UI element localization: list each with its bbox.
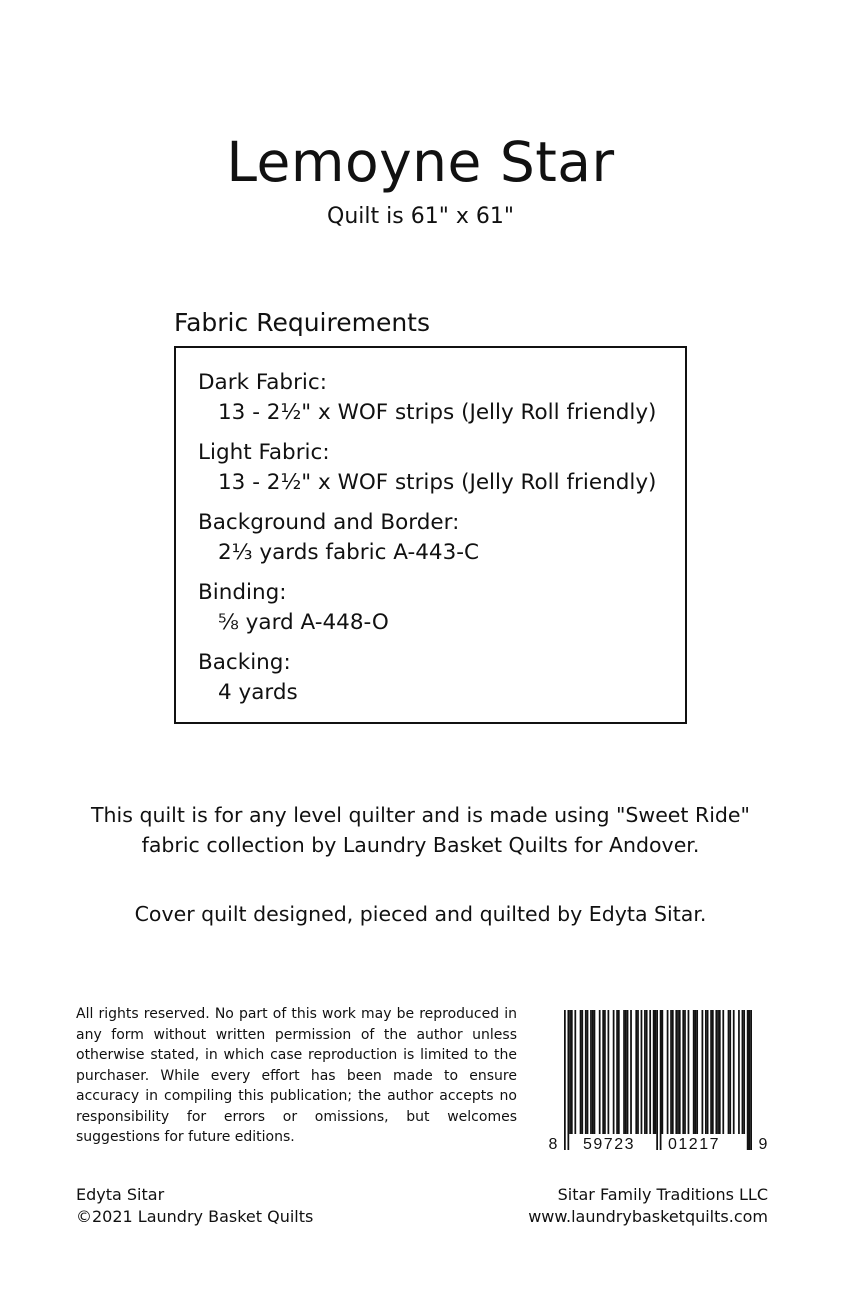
barcode-bar xyxy=(750,1010,752,1150)
barcode-bar xyxy=(672,1010,674,1134)
requirement-binding xyxy=(198,578,685,638)
barcode-bar xyxy=(580,1010,582,1134)
requirement-label: Background and Border: xyxy=(198,510,460,535)
barcode-bar xyxy=(661,1010,663,1134)
barcode-bar xyxy=(702,1010,704,1134)
fabric-requirements-heading: Fabric Requirements xyxy=(174,308,430,337)
barcode-bar xyxy=(627,1010,629,1134)
barcode-bar xyxy=(749,1010,751,1150)
barcode-bar xyxy=(670,1010,672,1134)
barcode-bar xyxy=(742,1010,744,1134)
requirement-label: Binding: xyxy=(198,580,287,605)
barcode-bar xyxy=(649,1010,651,1134)
barcode-bar xyxy=(656,1010,658,1150)
barcode-bar xyxy=(567,1010,569,1150)
barcode-bar xyxy=(682,1010,684,1134)
barcode-bar xyxy=(590,1010,592,1134)
website-link[interactable]: www.laundrybasketquilts.com xyxy=(528,1207,768,1226)
barcode-bar xyxy=(571,1010,573,1134)
barcode-bar xyxy=(693,1010,695,1134)
barcode-last-digit: 9 xyxy=(758,1136,768,1153)
description-line: fabric collection by Laundry Basket Quilts for Andover. xyxy=(141,833,700,857)
barcode-graphic xyxy=(548,1010,770,1156)
requirement-detail: ⅝ yard A-448-O xyxy=(218,610,389,635)
company-name: Sitar Family Traditions LLC xyxy=(557,1185,768,1204)
barcode-bar xyxy=(613,1010,615,1134)
barcode-bar xyxy=(675,1010,677,1134)
barcode-bar xyxy=(608,1010,610,1134)
requirement-detail: 4 yards xyxy=(218,680,298,705)
footer-right xyxy=(528,1184,768,1228)
barcode-bar xyxy=(733,1010,735,1134)
barcode-bar xyxy=(585,1010,587,1134)
barcode-bar xyxy=(722,1010,724,1134)
barcode-bar xyxy=(625,1010,627,1134)
barcode-bar xyxy=(719,1010,721,1134)
barcode-bar xyxy=(604,1010,606,1134)
barcode-bar xyxy=(667,1010,669,1134)
requirement-light-fabric xyxy=(198,438,685,498)
designer-credit: Cover quilt designed, pieced and quilted by Edyta Sitar. xyxy=(134,902,707,926)
requirement-detail: 13 - 2½" x WOF strips (Jelly Roll friendly) xyxy=(218,400,657,425)
barcode-bar xyxy=(738,1010,740,1134)
fabric-requirements-box xyxy=(174,346,687,724)
requirement-detail: 13 - 2½" x WOF strips (Jelly Roll friendly) xyxy=(218,470,657,495)
barcode-first-digit: 8 xyxy=(548,1136,558,1153)
barcode-bar xyxy=(695,1010,697,1134)
barcode-bar xyxy=(677,1010,679,1134)
barcode-bar xyxy=(655,1010,657,1134)
barcode-bar xyxy=(569,1010,571,1134)
description-line: This quilt is for any level quilter and is made using "Sweet Ride" xyxy=(91,803,750,827)
barcode-bar xyxy=(729,1010,731,1134)
barcode-bar xyxy=(592,1010,594,1134)
barcode-bar xyxy=(644,1010,646,1134)
barcode-bar xyxy=(635,1010,637,1134)
barcode-bar xyxy=(630,1010,632,1134)
copyright-line: ©2021 Laundry Basket Quilts xyxy=(76,1207,314,1226)
barcode-bar xyxy=(660,1010,662,1150)
barcode-right-digits: 01217 xyxy=(668,1136,720,1153)
pattern-title: Lemoyne Star xyxy=(226,130,615,194)
requirement-label: Light Fabric: xyxy=(198,440,330,465)
barcode-bar xyxy=(653,1010,655,1134)
barcode-bar xyxy=(602,1010,604,1134)
barcode-bar xyxy=(705,1010,707,1134)
barcode-bar xyxy=(707,1010,709,1134)
author-name: Edyta Sitar xyxy=(76,1185,165,1204)
pattern-description xyxy=(0,800,841,860)
barcode-bar xyxy=(646,1010,648,1134)
barcode-bar xyxy=(728,1010,730,1134)
requirement-detail: 2⅓ yards fabric A-443-C xyxy=(218,540,480,565)
quilt-size: Quilt is 61" x 61" xyxy=(327,204,514,229)
barcode-bar xyxy=(688,1010,690,1134)
barcode-bar xyxy=(679,1010,681,1134)
barcode-bar xyxy=(574,1010,576,1134)
barcode-bar xyxy=(696,1010,698,1134)
barcode-bar xyxy=(684,1010,686,1134)
requirement-dark-fabric xyxy=(198,368,685,428)
barcode-bar xyxy=(637,1010,639,1134)
barcode-bar xyxy=(599,1010,601,1134)
copyright-notice: All rights reserved. No part of this work may be reproduced in any form without written permission of the author unless otherwise stated, in which case reproduction is limited to the purchaser. While every effort has been made to ensure accuracy in compiling this publication; the author accepts no responsibility for errors or omissions, but welcomes suggestions for future editions. xyxy=(76,1006,517,1145)
barcode-bar xyxy=(710,1010,712,1134)
barcode-bar xyxy=(564,1010,566,1150)
barcode-bar xyxy=(623,1010,625,1134)
barcode-bar xyxy=(618,1010,620,1134)
barcode-bar xyxy=(747,1010,749,1150)
footer-left xyxy=(76,1184,313,1228)
requirement-backing xyxy=(198,648,685,708)
barcode-bar xyxy=(616,1010,618,1134)
barcode-bar xyxy=(587,1010,589,1134)
requirement-label: Backing: xyxy=(198,650,291,675)
barcode xyxy=(548,1010,770,1156)
barcode-bar xyxy=(743,1010,745,1134)
barcode-left-digits: 59723 xyxy=(583,1136,635,1153)
barcode-bar xyxy=(715,1010,717,1134)
barcode-bar xyxy=(717,1010,719,1134)
barcode-bar xyxy=(594,1010,596,1134)
requirement-label: Dark Fabric: xyxy=(198,370,327,395)
barcode-bar xyxy=(641,1010,643,1134)
barcode-bar xyxy=(712,1010,714,1134)
barcode-bar xyxy=(581,1010,583,1134)
requirement-background-border xyxy=(198,508,685,568)
